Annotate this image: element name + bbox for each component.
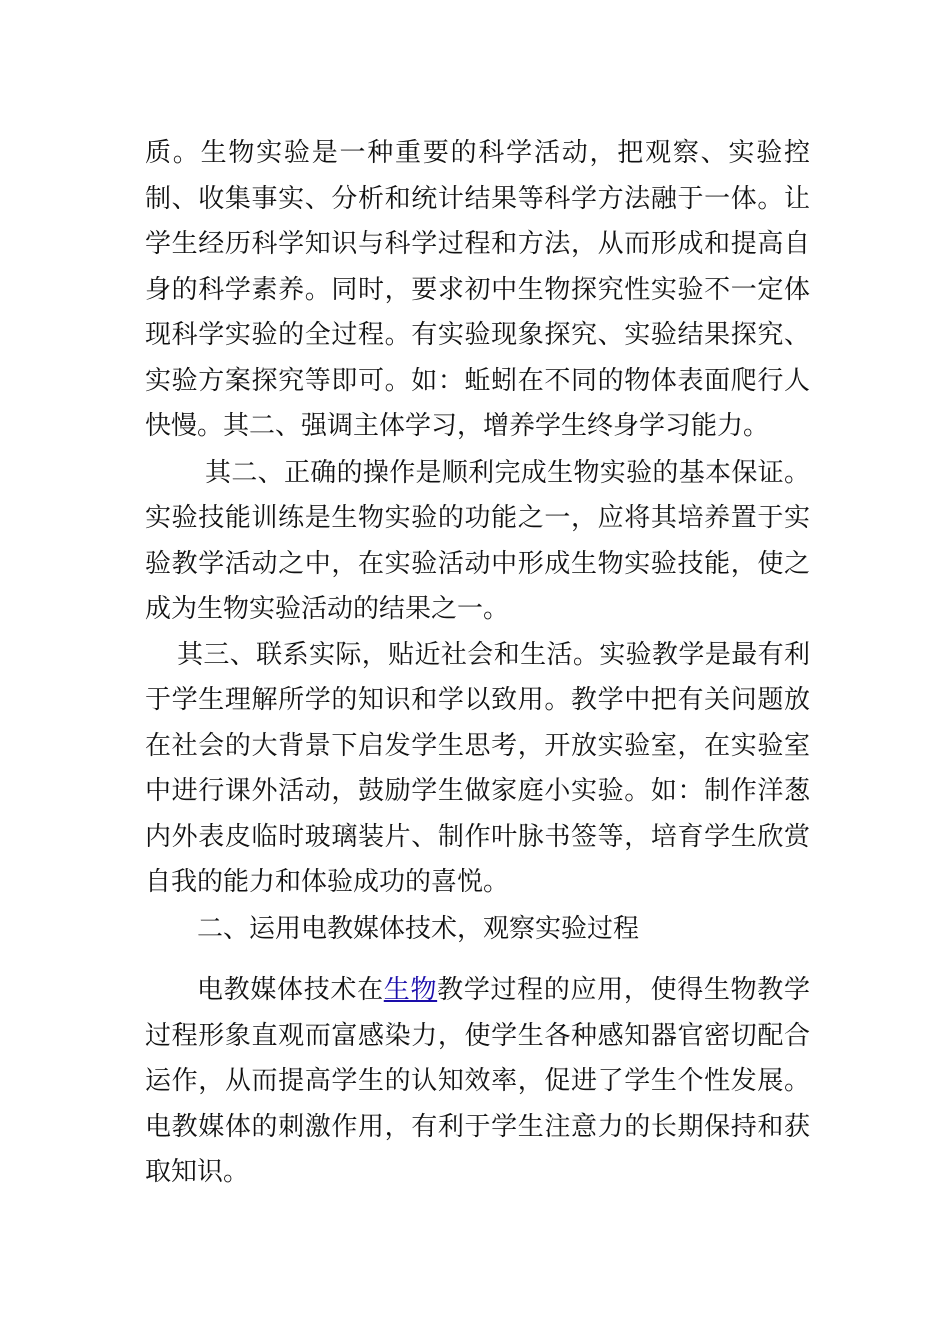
biology-link[interactable]: 生物 [383, 975, 438, 1005]
paragraph-3: 其三、联系实际，贴近社会和生活。实验教学是最有利于学生理解所学的知识和学以致用。教学中把有关问题放在社会的大背景下启发学生思考，开放实验室，在实验室中进行课外活动，鼓励学生做家庭小实验。如：制作洋葱内外表皮临时玻璃装片、制作叶脉书签等，培育学生欣赏自我的能力和体验成功的喜悦。 [145, 639, 810, 897]
paragraph-4-text-before: 电教媒体技术在 [197, 975, 384, 1005]
document-body [145, 131, 810, 1196]
paragraph-4 [145, 968, 810, 1196]
section-heading: 二、运用电教媒体技术，观察实验过程 [197, 913, 640, 944]
paragraph-4-text-after: 教学过程的应用，使得生物教学过程形象直观而富感染力，使学生各种感知器官密切配合运作，从而提高学生的认知效率，促进了学生个性发展。电教媒体的刺激作用，有利于学生注意力的长期保持和获取知识。 [145, 975, 810, 1187]
paragraph-1: 质。生物实验是一种重要的科学活动，把观察、实验控制、收集事实、分析和统计结果等科学方法融于一体。让学生经历科学知识与科学过程和方法，从而形成和提高自身的科学素养。同时，要求初中生物探究性实验不一定体现科学实验的全过程。有实验现象探究、实验结果探究、实验方案探究等即可。如：蚯蚓在不同的物体表面爬行人快慢。其二、强调主体学习，增养学生终身学习能力。 [145, 138, 810, 441]
paragraph-2: 其二、正确的操作是顺利完成生物实验的基本保证。实验技能训练是生物实验的功能之一，应将其培养置于实验教学活动之中，在实验活动中形成生物实验技能，使之成为生物实验活动的结果之一。 [145, 457, 810, 624]
